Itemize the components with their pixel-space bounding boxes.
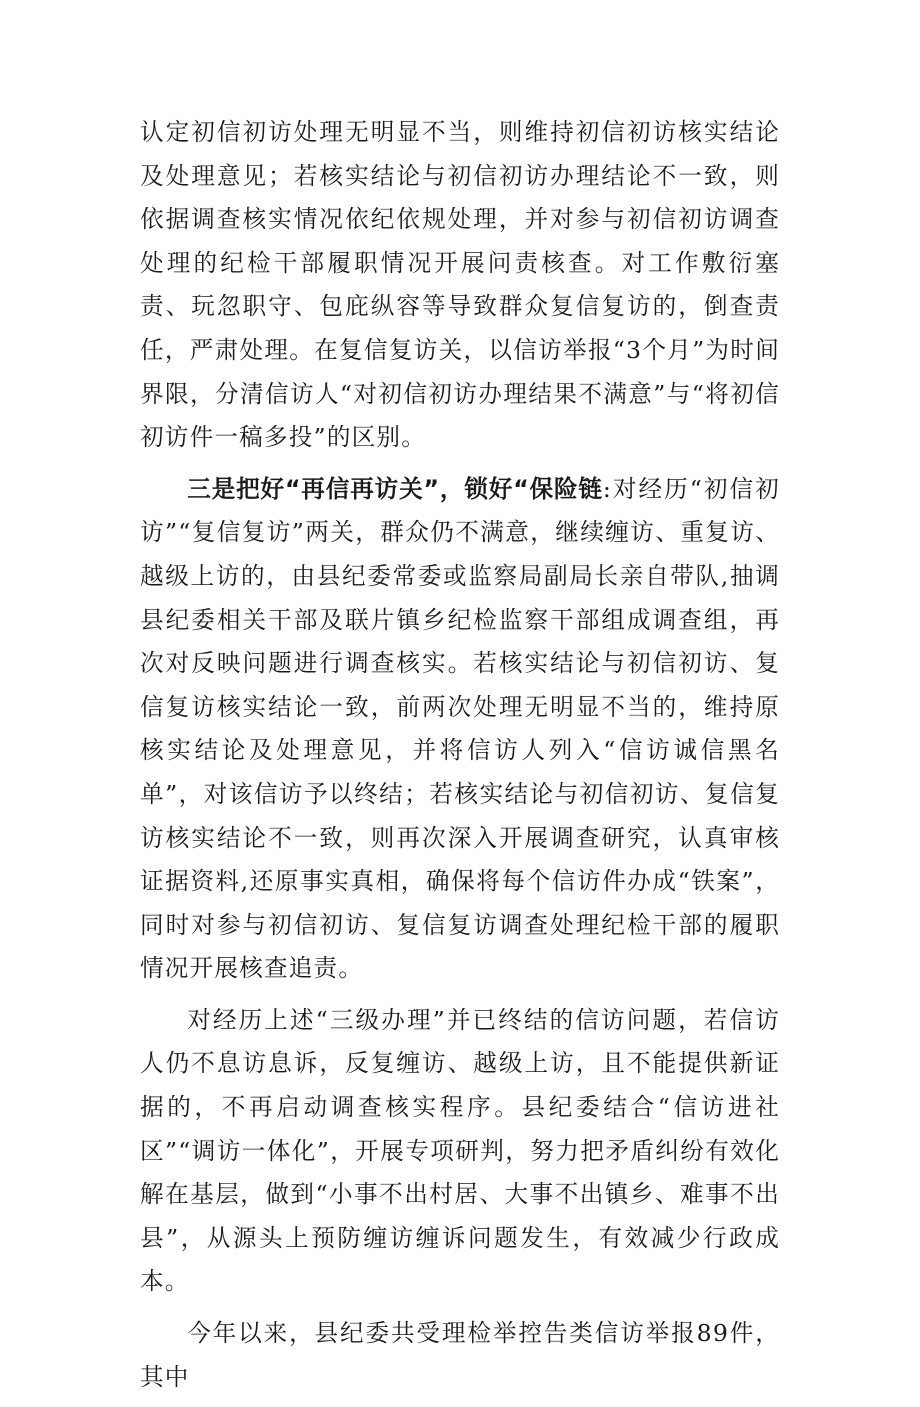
paragraph-text: 对经历上述“三级办理”并已终结的信访问题，若信访人仍不息访息诉，反复缠访、越级上访，且不能提供新证据的，不再启动调查核实程序。县纪委结合“信访进社区”“调访一体化”，开展专项研判，努力把矛盾纠纷有效化解在基层，做到“小事不出村居、大事不出镇乡、难事不出县”，从源头上预防缠访缠诉问题发生，有效减少行政成本。 (140, 1005, 780, 1296)
paragraph-termination (140, 999, 780, 1304)
paragraph-text: 认定初信初访处理无明显不当，则维持初信初访核实结论及处理意见；若核实结论与初信初访办理结论不一致，则依据调查核实情况依纪依规处理，并对参与初信初访调查处理的纪检干部履职情况开展问责核查。对工作敷衍塞责、玩忽职守、包庇纵容等导致群众复信复访的，倒查责任，严肃处理。在复信复访关，以信访举报“3个月”为时间界限，分清信访人“对初信初访办理结果不满意”与“将初信初访件一稿多投”的区别。 (140, 118, 780, 452)
paragraph-statistics (140, 1312, 780, 1399)
paragraph-text: :对经历“初信初访”“复信复访”两关，群众仍不满意，继续缠访、重复访、越级上访的，由县纪委常委或监察局副局长亲自带队,抽调县纪委相关干部及联片镇乡纪检监察干部组成调查组，再次对反映问题进行调查核实。若核实结论与初信初访、复信复访核实结论一致，前两次处理无明显不当的，维持原核实结论及处理意见，并将信访人列入“信访诚信黑名单”，对该信访予以终结；若核实结论与初信初访、复信复访核实结论不一致，则再次深入开展调查研究，认真审核证据资料,还原事实真相，确保将每个信访件办成“铁案”，同时对参与初信初访、复信复访调查处理纪检干部的履职情况开展核查追责。 (140, 474, 780, 983)
paragraph-lead-heading: 三是把好“再信再访关”，锁好“保险链 (187, 474, 603, 503)
paragraph-continuation (140, 111, 780, 460)
document-body (140, 111, 780, 1407)
paragraph-third-point (140, 468, 780, 991)
paragraph-text: 今年以来，县纪委共受理检举控告类信访举报89件，其中 (140, 1319, 780, 1391)
